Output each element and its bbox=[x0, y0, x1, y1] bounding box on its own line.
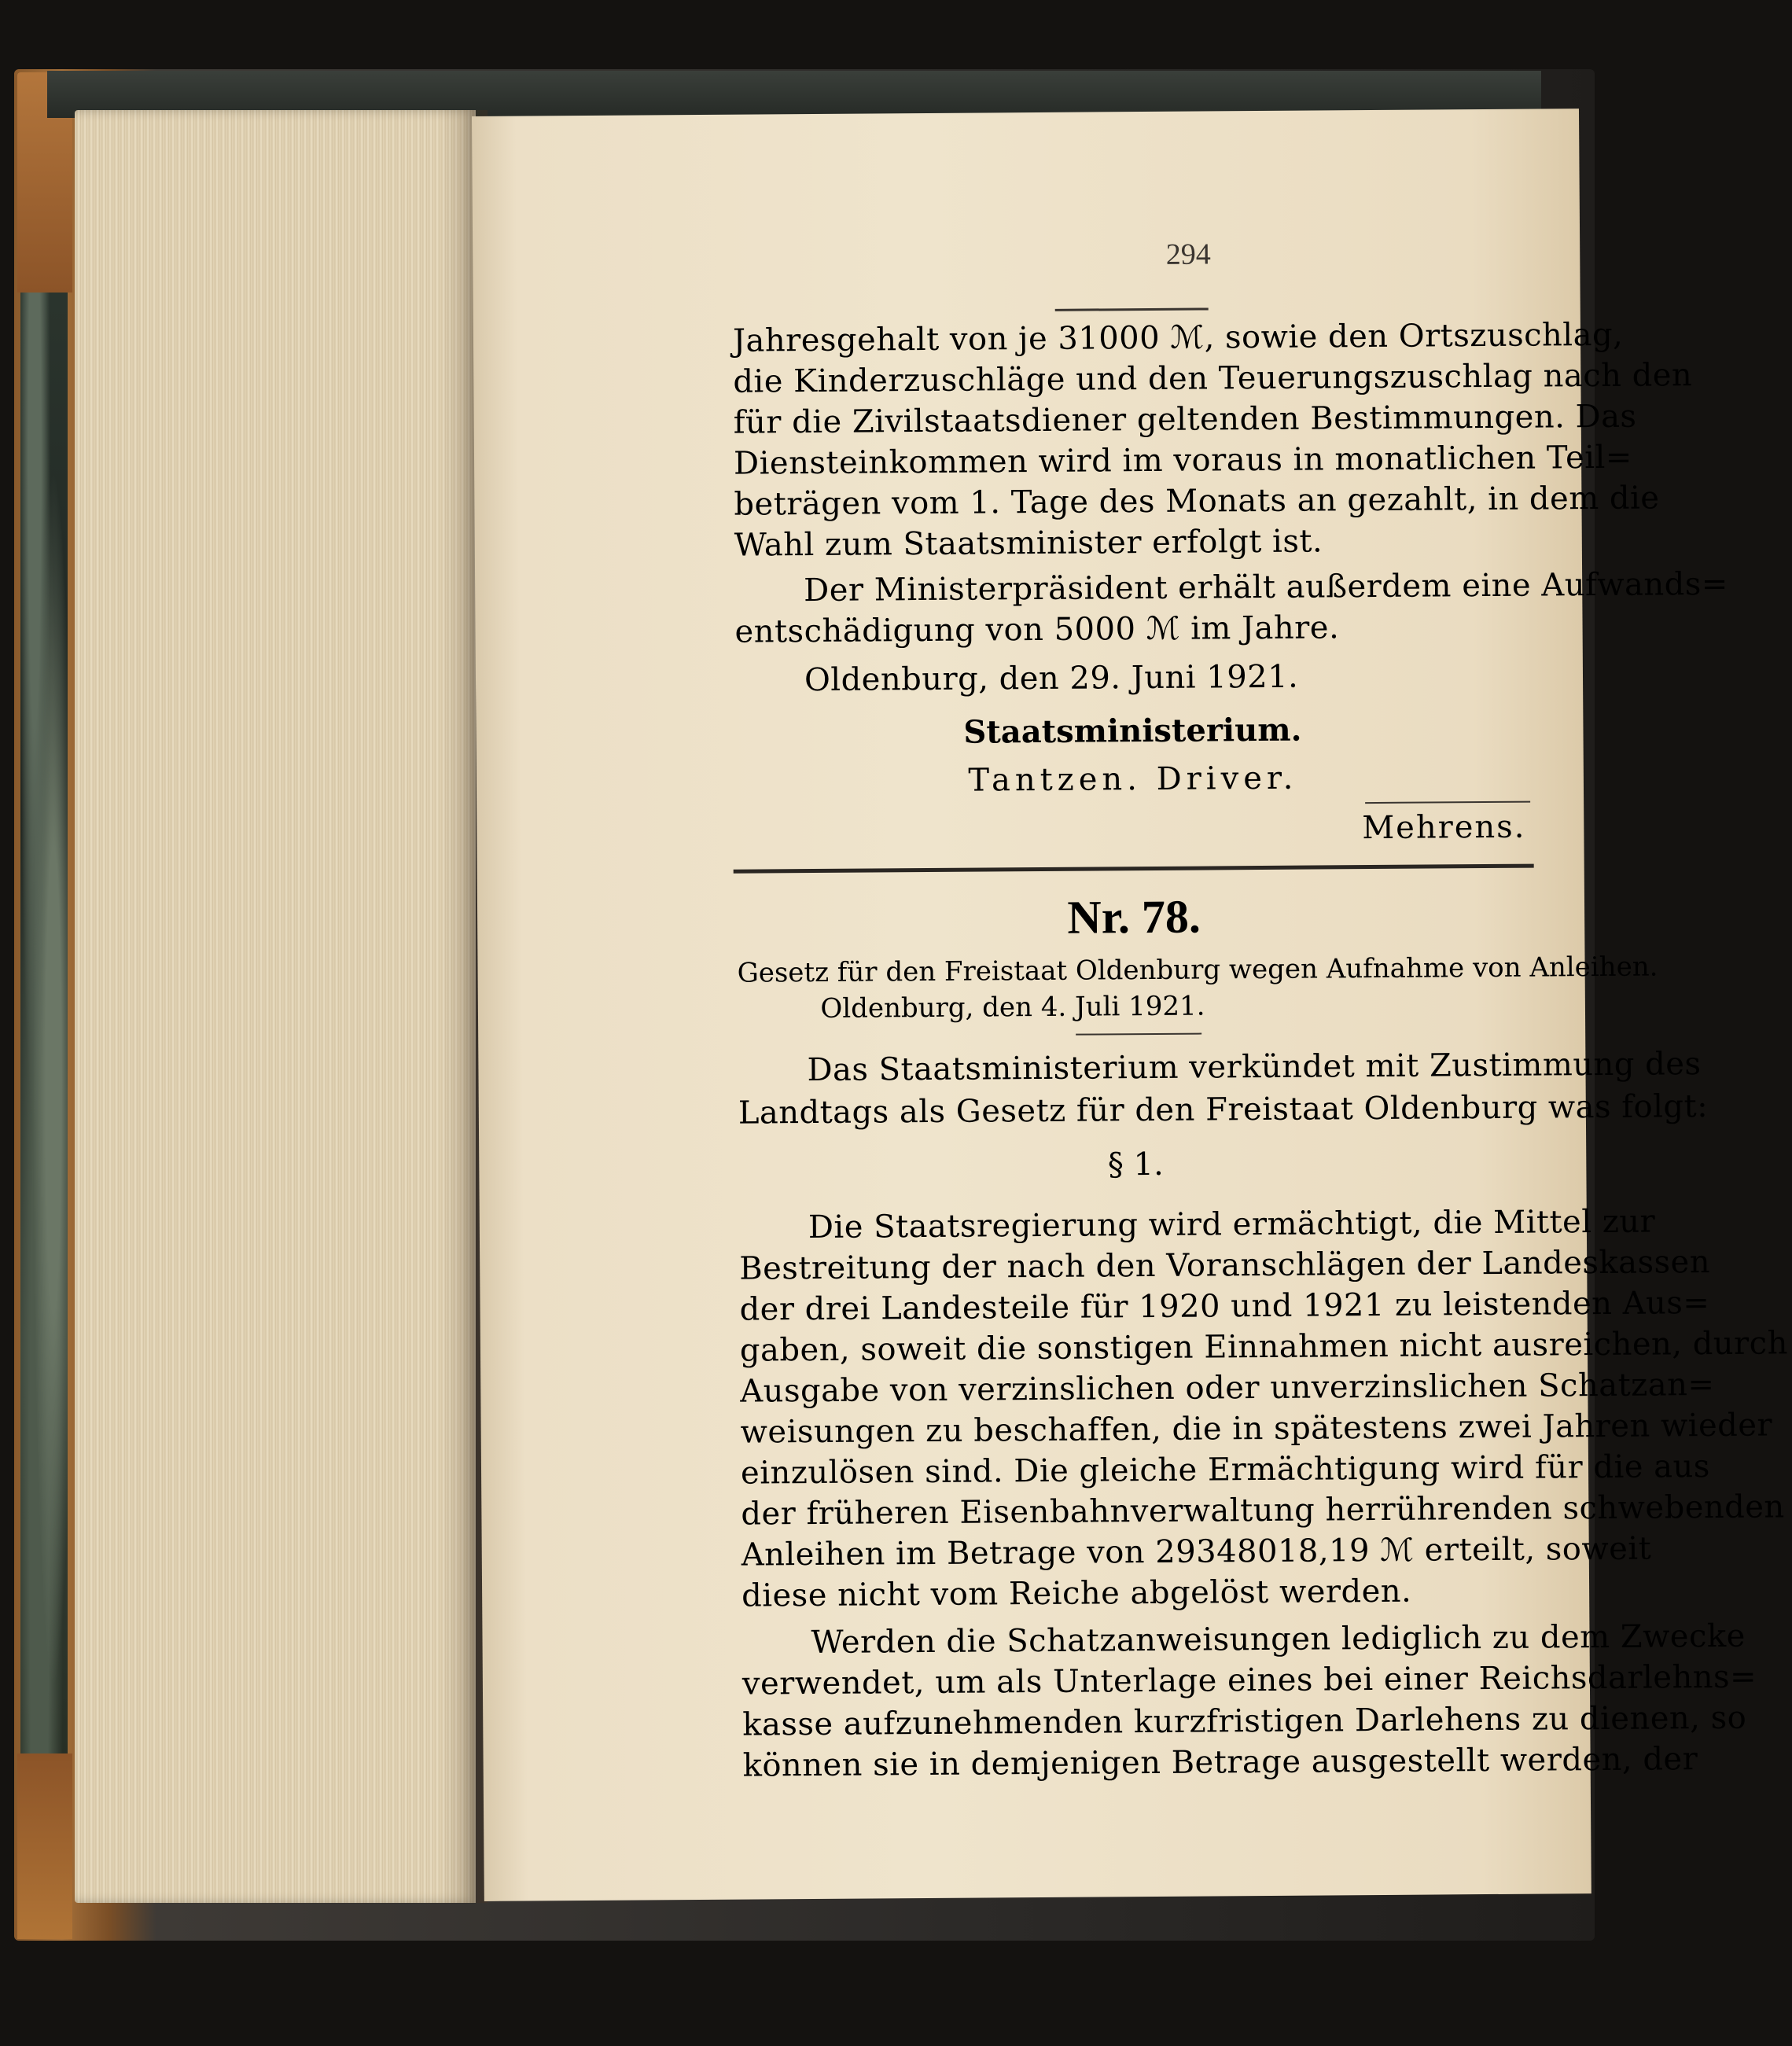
text-line: beträgen vom 1. Tage des Monats an gezahlt, in dem die bbox=[734, 480, 1660, 523]
countersign-name: Mehrens. bbox=[1362, 808, 1526, 847]
section-divider bbox=[734, 864, 1534, 874]
document-page bbox=[472, 109, 1789, 1901]
text-line: Das Staatsministerium verkündet mit Zustimmung des bbox=[807, 1046, 1702, 1089]
spine-leather-bottom bbox=[17, 1753, 72, 1939]
text-line: Die Staatsregierung wird ermächtigt, die Mittel zur bbox=[808, 1203, 1656, 1246]
law-title-rule bbox=[1076, 1033, 1201, 1036]
signature-organization: Staatsministerium. bbox=[963, 711, 1302, 751]
marbled-spine bbox=[20, 102, 68, 1879]
text-line: diese nicht vom Reiche abgelöst werden. bbox=[741, 1573, 1412, 1614]
text-line: entschädigung von 5000 ℳ im Jahre. bbox=[734, 609, 1340, 650]
law-date: Oldenburg, den 4. Juli 1921. bbox=[820, 990, 1205, 1025]
countersign-rule bbox=[1365, 801, 1530, 804]
text-line: Bestreitung der nach den Voranschlägen der Landeskassen bbox=[739, 1244, 1711, 1287]
text-line: verwendet, um als Unterlage eines bei einer Reichsdarlehns= bbox=[741, 1658, 1757, 1702]
page-number: 294 bbox=[1165, 237, 1211, 271]
law-title: Gesetz für den Freistaat Oldenburg wegen Aufnahme von Anleihen. bbox=[737, 951, 1658, 989]
text-line: weisungen zu beschaffen, die in spätestens zwei Jahren wieder bbox=[740, 1407, 1773, 1451]
text-line: Diensteinkommen wird im voraus in monatlichen Teil= bbox=[733, 439, 1632, 482]
text-line: für die Zivilstaatsdiener geltenden Bestimmungen. Das bbox=[733, 398, 1637, 441]
text-line: kasse aufzunehmenden kurzfristigen Darlehens zu dienen, so bbox=[742, 1699, 1747, 1743]
text-line: Anleihen im Betrage von 29348018,19 ℳ erteilt, soweit bbox=[741, 1530, 1652, 1573]
text-line: gaben, soweit die sonstigen Einnahmen nicht ausreichen, durch bbox=[739, 1325, 1789, 1369]
signature-names: Tantzen. Driver. bbox=[968, 760, 1298, 799]
text-line: Werden die Schatzanweisungen lediglich zu dem Zwecke bbox=[811, 1617, 1746, 1661]
text-line: Der Ministerpräsident erhält außerdem eine Aufwands= bbox=[804, 565, 1728, 609]
text-line: der drei Landesteile für 1920 und 1921 zu leistenden Aus= bbox=[739, 1285, 1710, 1328]
page-stack bbox=[75, 110, 476, 1903]
text-line: die Kinderzuschläge und den Teuerungszuschlag nach den bbox=[733, 357, 1693, 400]
page-number-rule bbox=[1055, 307, 1209, 311]
text-line: können sie in demjenigen Betrage ausgestellt werden, der bbox=[742, 1741, 1698, 1784]
place-date: Oldenburg, den 29. Juni 1921. bbox=[804, 658, 1299, 699]
text-line: einzulösen sind. Die gleiche Ermächtigung wird für die aus bbox=[740, 1448, 1710, 1492]
text-line: der früheren Eisenbahnverwaltung herrührenden schwebenden bbox=[741, 1489, 1785, 1533]
law-number: Nr. 78. bbox=[1067, 890, 1201, 944]
section-heading: § 1. bbox=[1107, 1146, 1164, 1183]
text-line: Landtags als Gesetz für den Freistaat Oldenburg was folgt: bbox=[738, 1088, 1709, 1132]
text-line: Ausgabe von verzinslichen oder unverzinslichen Schatzan= bbox=[740, 1367, 1715, 1410]
text-line: Jahresgehalt von je 31000 ℳ, sowie den Ortszuschlag, bbox=[732, 316, 1624, 359]
text-line: Wahl zum Staatsminister erfolgt ist. bbox=[734, 523, 1323, 564]
